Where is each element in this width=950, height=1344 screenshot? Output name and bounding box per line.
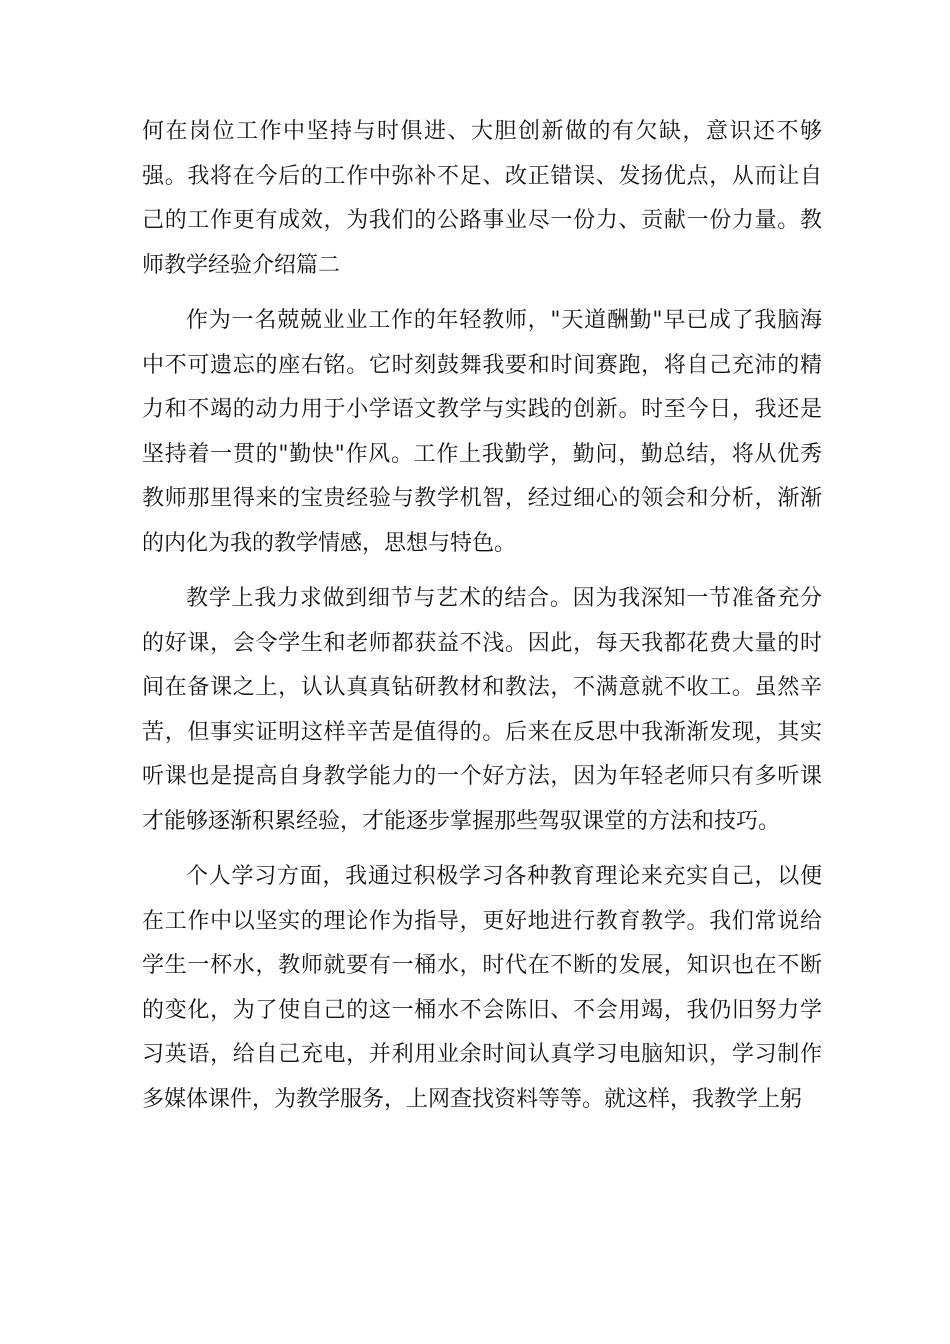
- paragraph-diligence: 作为一名兢兢业业工作的年轻教师，"天道酬勤"早已成了我脑海中不可遗忘的座右铭。它时刻鼓舞我要和时间赛跑，将自己充沛的精力和不竭的动力用于小学语文教学与实践的创新。时至今日，我还是坚持着一贯的"勤快"作风。工作上我勤学，勤问，勤总结，将从优秀教师那里得来的宝贵经验与教学机智，经过细心的领会和分析，渐渐的内化为我的教学情感，思想与特色。: [142, 308, 822, 556]
- paragraph-personal-study: 个人学习方面，我通过积极学习各种教育理论来充实自己，以便在工作中以坚实的理论作为指导，更好地进行教育教学。我们常说给学生一杯水，教师就要有一桶水，时代在不断的发展，知识也在不断的变化，为了使自己的这一桶水不会陈旧、不会用竭，我仍旧努力学习英语，给自己充电，并利用业余时间认真学习电脑知识，学习制作多媒体课件，为教学服务，上网查找资料等等。就这样，我教学上躬: [142, 864, 822, 1112]
- document-body: [142, 110, 822, 1133]
- paragraph-continuation: 何在岗位工作中坚持与时俱进、大胆创新做的有欠缺，意识还不够强。我将在今后的工作中弥补不足、改正错误、发扬优点，从而让自己的工作更有成效，为我们的公路事业尽一份力、贡献一份力量。教师教学经验介绍篇二: [142, 119, 822, 278]
- paragraph-teaching-detail: 教学上我力求做到细节与艺术的结合。因为我深知一节准备充分的好课，会令学生和老师都获益不浅。因此，每天我都花费大量的时间在备课之上，认认真真钻研教材和教法，不满意就不收工。虽然辛苦，但事实证明这样辛苦是值得的。后来在反思中我渐渐发现，其实听课也是提高自身教学能力的一个好方法，因为年轻老师只有多听课才能够逐渐积累经验，才能逐步掌握那些驾驭课堂的方法和技巧。: [142, 586, 822, 834]
